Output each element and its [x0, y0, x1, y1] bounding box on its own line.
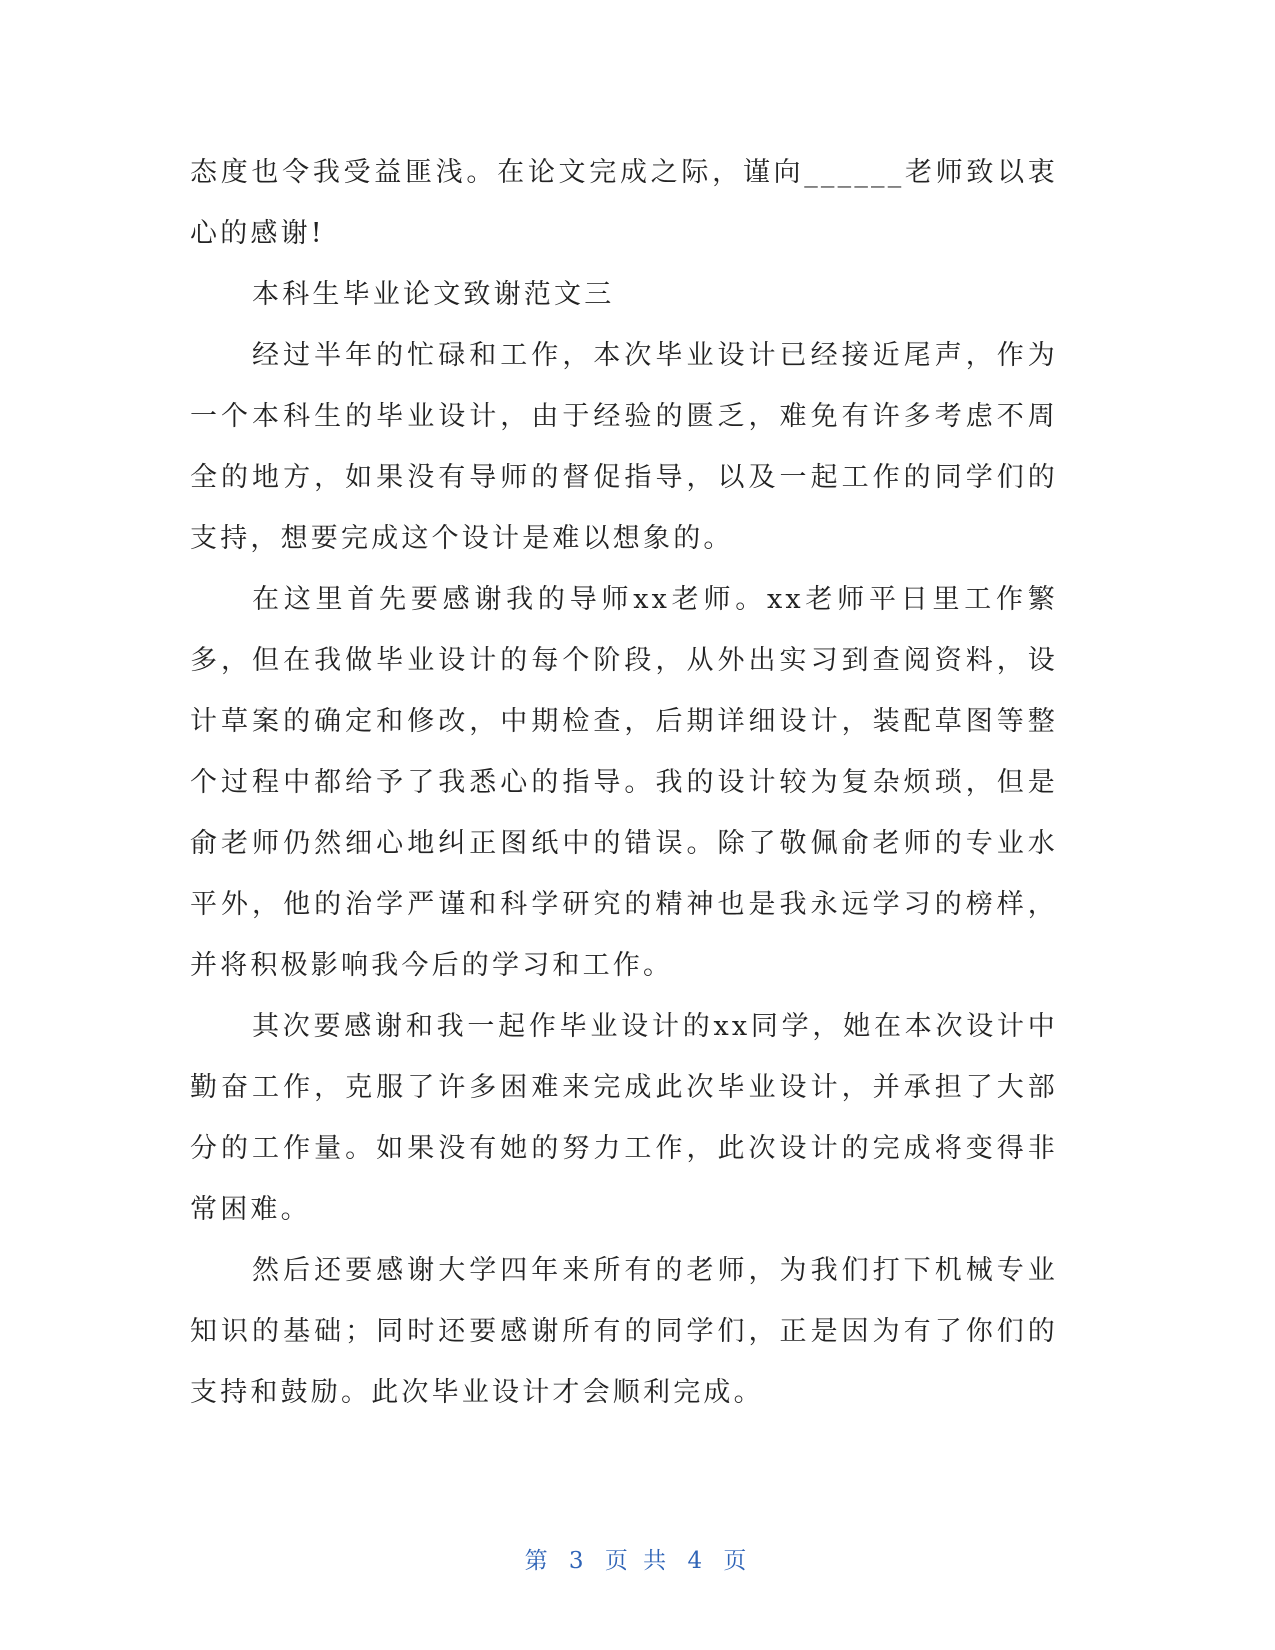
total-pages-number: 4 [687, 1548, 707, 1574]
page-footer [0, 1542, 1275, 1575]
footer-middle: 页 共 [604, 1548, 671, 1574]
paragraph-classmate-thanks: 其次要感谢和我一起作毕业设计的xx同学，她在本次设计中勤奋工作，克服了许多困难来完成此次毕业设计，并承担了大部分的工作量。如果没有她的努力工作，此次设计的完成将变得非常困难。 [190, 1011, 1058, 1225]
paragraph-advisor-thanks: 在这里首先要感谢我的导师xx老师。xx老师平日里工作繁多，但在我做毕业设计的每个阶段，从外出实习到查阅资料，设计草案的确定和修改，中期检查，后期详细设计，装配草图等整个过程中都给予了我悉心的指导。我的设计较为复杂烦琐，但是俞老师仍然细心地纠正图纸中的错误。除了敬佩俞老师的专业水平外，他的治学严谨和科学研究的精神也是我永远学习的榜样，并将积极影响我今后的学习和工作。 [190, 584, 1058, 981]
paragraph-teachers-thanks: 然后还要感谢大学四年来所有的老师，为我们打下机械专业知识的基础；同时还要感谢所有的同学们，正是因为有了你们的支持和鼓励。此次毕业设计才会顺利完成。 [190, 1255, 1058, 1408]
footer-suffix: 页 [723, 1548, 751, 1574]
footer-prefix: 第 [524, 1548, 552, 1574]
paragraph-continuation: 态度也令我受益匪浅。在论文完成之际，谨向______老师致以衷心的感谢! [190, 157, 1058, 249]
document-body [190, 142, 1058, 1423]
section-heading: 本科生毕业论文致谢范文三 [252, 279, 615, 310]
current-page-number: 3 [568, 1548, 588, 1574]
paragraph-intro: 经过半年的忙碌和工作，本次毕业设计已经接近尾声，作为一个本科生的毕业设计，由于经验的匮乏，难免有许多考虑不周全的地方，如果没有导师的督促指导，以及一起工作的同学们的支持，想要完成这个设计是难以想象的。 [190, 340, 1058, 554]
